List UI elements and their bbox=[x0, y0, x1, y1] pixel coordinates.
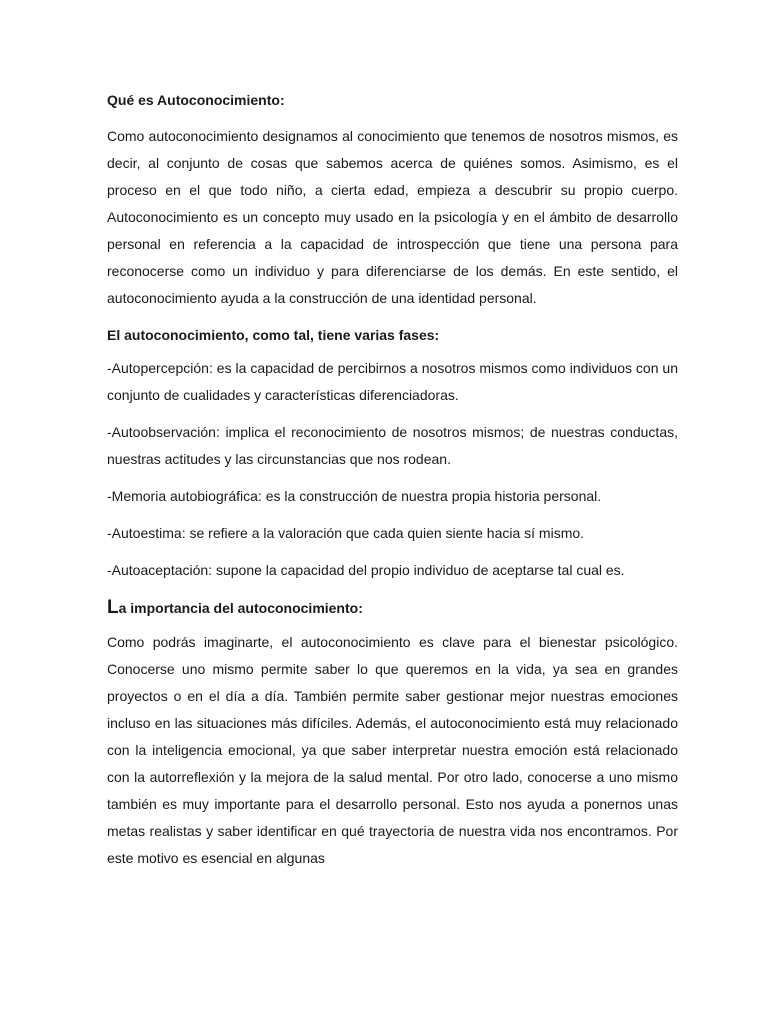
heading-importancia-initial: L bbox=[107, 597, 119, 618]
phase-autopercepcion: -Autopercepción: es la capacidad de percibirnos a nosotros mismos como individuos con un conjunto de cualidades y características diferenciadoras. bbox=[107, 360, 678, 403]
heading-importancia bbox=[107, 598, 678, 618]
phase-memoria-autobiografica: -Memoria autobiográfica: es la construcción de nuestra propia historia personal. bbox=[107, 488, 602, 504]
paragraph-definition: Como autoconocimiento designamos al conocimiento que tenemos de nosotros mismos, es decir, al conjunto de cosas que sabemos acerca de quiénes somos. Asimismo, es el proceso en el que todo niño, a cierta edad, empieza a descubrir su propio cuerpo. Autoconocimiento es un concepto muy usado en la psicología y en el ámbito de desarrollo personal en referencia a la capacidad de introspección que tiene una persona para reconocerse como un individuo y para diferenciarse de los demás. En este sentido, el autoconocimiento ayuda a la construcción de una identidad personal. bbox=[107, 128, 678, 306]
paragraph-importancia: Como podrás imaginarte, el autoconocimiento es clave para el bienestar psicológico. Conocerse uno mismo permite saber lo que queremos en la vida, ya sea en grandes proyectos o en el día a día. También permite saber gestionar mejor nuestras emociones incluso en las situaciones más difíciles. Además, el autoconocimiento está muy relacionado con la inteligencia emocional, ya que saber interpretar nuestra emoción está relacionado con la autorreflexión y la mejora de la salud mental. Por otro lado, conocerse a uno mismo también es muy importante para el desarrollo personal. Esto nos ayuda a ponernos unas metas realistas y saber identificar en qué trayectoria de nuestra vida nos encontramos. Por este motivo es esencial en algunas bbox=[107, 634, 678, 866]
phase-autoobservacion: -Autoobservación: implica el reconocimiento de nosotros mismos; de nuestras conductas, nuestras actitudes y las circunstancias que nos rodean. bbox=[107, 424, 678, 467]
heading-fases: El autoconocimiento, como tal, tiene varias fases: bbox=[107, 327, 440, 343]
document-page bbox=[107, 90, 678, 872]
phase-autoestima: -Autoestima: se refiere a la valoración que cada quien siente hacia sí mismo. bbox=[107, 525, 585, 541]
heading-importancia-text: a importancia del autoconocimiento: bbox=[118, 600, 363, 616]
heading-que-es-autoconocimiento: Qué es Autoconocimiento: bbox=[107, 92, 285, 108]
phase-autoaceptacion: -Autoaceptación: supone la capacidad del propio individuo de aceptarse tal cual es. bbox=[107, 562, 625, 578]
